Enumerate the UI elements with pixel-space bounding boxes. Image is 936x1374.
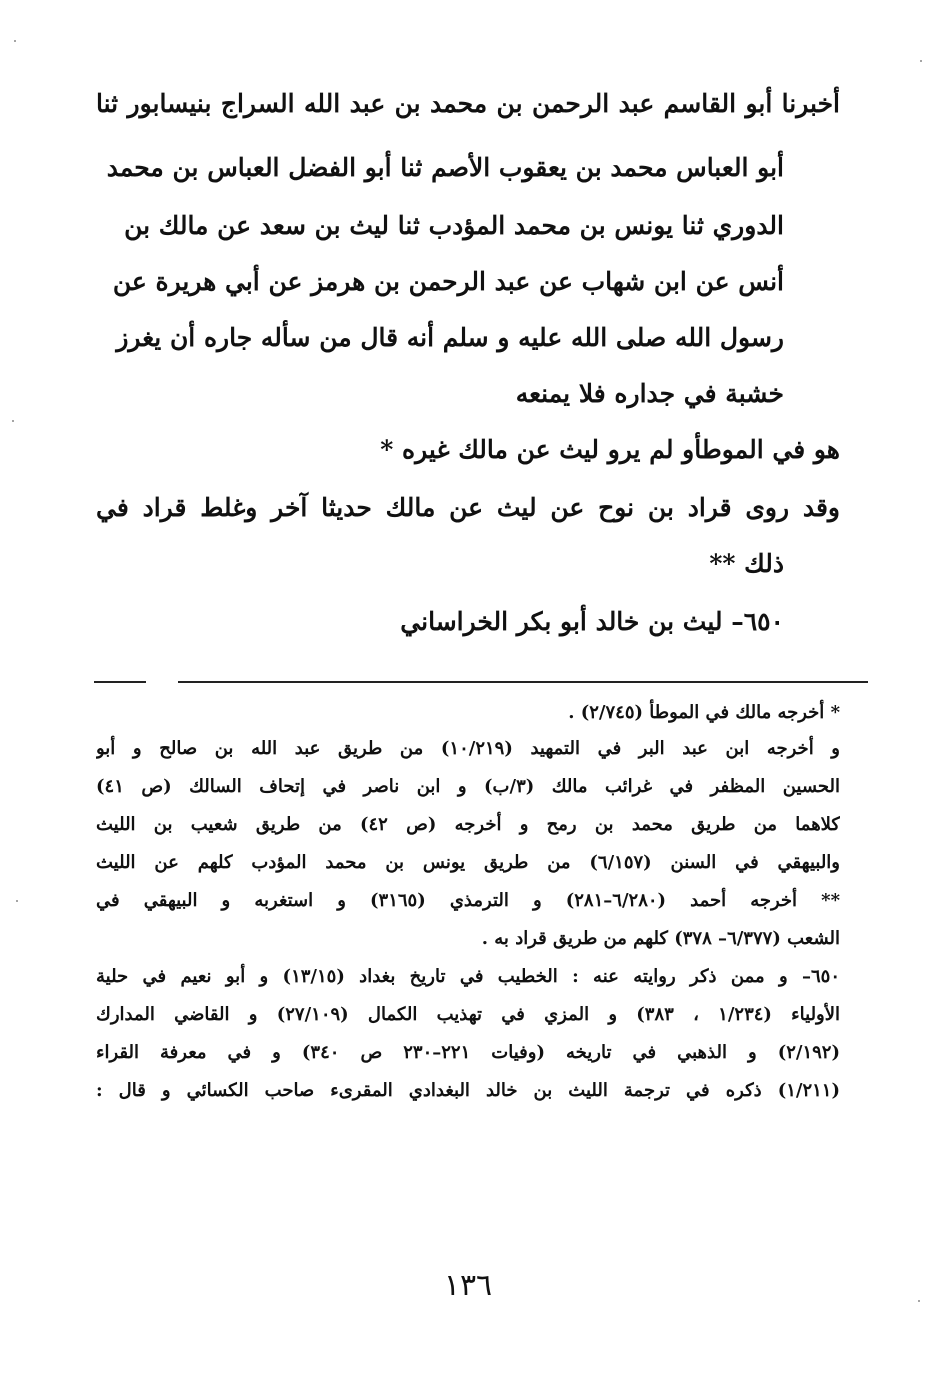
footnote-line-1: * أخرجه مالك في الموطأ (٢/٧٤٥) .	[568, 702, 840, 723]
scan-speck	[16, 900, 18, 902]
footnote-line-2: و أخرجه ابن عبد البر في التمهيد (١٠/٢١٩) من طريق عبد الله بن صالح و أبو	[96, 738, 840, 759]
main-text-line-1: أخبرنا أبو القاسم عبد الرحمن بن محمد بن عبد الله السراج بنيسابور ثنا	[96, 89, 840, 118]
main-text-line-7: هو في الموطأو لم يرو ليث عن مالك غيره *	[380, 435, 840, 464]
main-text-line-6: خشبة في جداره فلا يمنعه	[515, 379, 784, 408]
footnote-line-4: كلاهما من طريق محمد بن رمح و أخرجه (ص ٤٢) من طريق شعيب بن الليث	[96, 814, 840, 835]
footnote-line-3: الحسين المظفر في غرائب مالك (٣/ب) و ابن ناصر في إتحاف السالك (ص ٤١)	[96, 776, 840, 797]
scan-speck	[14, 40, 16, 42]
footnote-line-9: الأولياء (١/٢٣٤ ، ٣٨٣) و المزي في تهذيب الكمال (٢٧/١٠٩) و القاضي المدارك	[96, 1004, 840, 1025]
main-text-line-4: أنس عن ابن شهاب عن عبد الرحمن بن هرمز عن أبي هريرة عن	[112, 267, 784, 296]
main-text-line-2: أبو العباس محمد بن يعقوب الأصم ثنا أبو الفضل العباس بن محمد	[106, 153, 784, 182]
main-text-line-5: رسول الله صلى الله عليه و سلم أنه قال من سأله جاره أن يغرز	[116, 323, 784, 352]
main-text-line-8: وقد روى قراد بن نوح عن ليث عن مالك حديثا آخر وغلط قراد في	[96, 493, 840, 522]
entry-heading: ٦٥٠– ليث بن خالد أبو بكر الخراساني	[400, 607, 784, 636]
footnote-line-11: (١/٢١١) ذكره في ترجمة الليث بن خالد البغدادي المقرىء صاحب الكسائي و قال :	[96, 1080, 840, 1101]
scan-speck	[918, 1300, 920, 1302]
footnote-line-7: الشعب (٦/٣٧٧– ٣٧٨) كلهم من طريق قراد به .	[481, 928, 840, 949]
scan-speck	[920, 60, 922, 62]
main-text-line-9: ذلك **	[709, 549, 784, 578]
footnote-divider-left	[94, 681, 146, 683]
footnote-line-8: ٦٥٠– و ممن ذكر روايته عنه : الخطيب في تاريخ بغداد (١٣/١٥) و أبو نعيم في حلية	[96, 966, 840, 987]
footnote-line-5: والبيهقي في السنن (٦/١٥٧) من طريق يونس بن محمد المؤدب كلهم عن الليث	[96, 852, 840, 873]
footnote-line-10: (٢/١٩٢) و الذهبي في تاريخه (وفيات ٢٢١–٢٣٠ ص ٣٤٠) و في معرفة القراء	[96, 1042, 840, 1063]
page-number: ١٣٦	[443, 1268, 493, 1303]
main-text-line-3: الدوري ثنا يونس بن محمد المؤدب ثنا ليث بن سعد عن مالك بن	[124, 211, 784, 240]
footnote-divider	[178, 681, 868, 683]
footnote-line-6: ** أخرجه أحمد (٦/٢٨٠–٢٨١) و الترمذي (٣١٦٥) و استغربه و البيهقي في	[96, 890, 840, 911]
scan-speck	[12, 420, 14, 422]
